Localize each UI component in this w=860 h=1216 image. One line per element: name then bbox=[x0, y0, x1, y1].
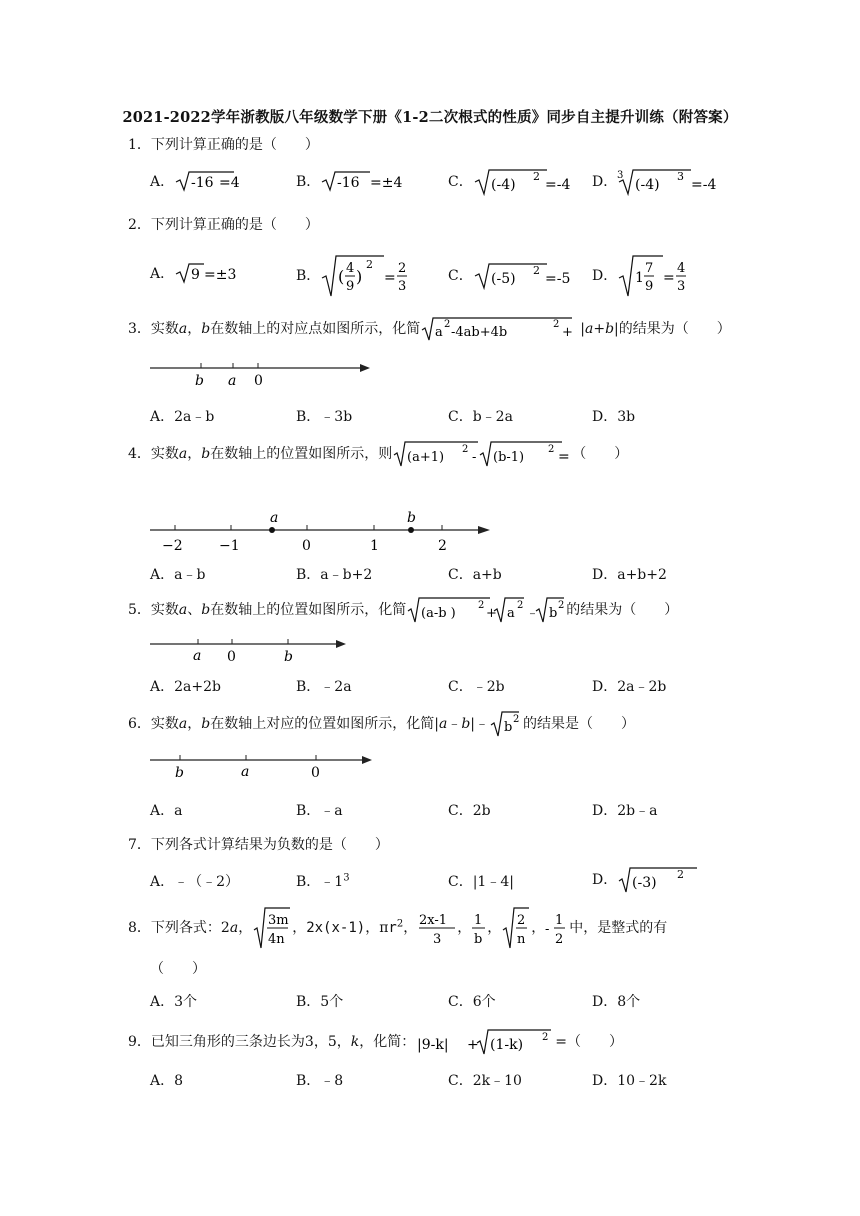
question-4-option-b: B．a﹣b+2 bbox=[296, 567, 373, 583]
question-3-option-c: C．b﹣2a bbox=[448, 409, 513, 425]
svg-text:4: 4 bbox=[677, 261, 686, 276]
svg-text:=-5: =-5 bbox=[544, 271, 571, 287]
svg-text:2: 2 bbox=[558, 600, 565, 611]
question-8-option-a: A．3个 bbox=[150, 994, 198, 1010]
svg-text:+: + bbox=[467, 1037, 479, 1053]
question-1-option-c: C． (-4) 2 =-4 bbox=[448, 170, 571, 193]
svg-text:2: 2 bbox=[517, 600, 524, 611]
svg-text:-4ab+4b: -4ab+4b bbox=[451, 325, 508, 340]
question-5-option-a: A．2a+2b bbox=[150, 679, 221, 695]
question-3-option-b: B．﹣3b bbox=[296, 409, 353, 425]
svg-text:2: 2 bbox=[532, 264, 540, 277]
axis-label: b bbox=[284, 649, 293, 665]
svg-text:-16: -16 bbox=[191, 175, 214, 191]
question-2-option-b: B． ( 4 9 ) 2 = 2 3 bbox=[296, 258, 407, 294]
question-9-option-a: A．8 bbox=[150, 1073, 184, 1089]
svg-text:3: 3 bbox=[677, 170, 685, 183]
svg-text:2x-1: 2x-1 bbox=[419, 913, 448, 928]
svg-text:2: 2 bbox=[444, 319, 451, 330]
svg-text:(-4): (-4) bbox=[490, 177, 516, 193]
svg-text:2: 2 bbox=[517, 913, 526, 928]
question-7-option-b: B．$﹣1^3$ bbox=[296, 872, 350, 890]
svg-text:2: 2 bbox=[553, 319, 560, 330]
svg-text:9: 9 bbox=[645, 279, 654, 294]
question-3-option-d: D．3b bbox=[592, 409, 636, 425]
svg-text:=±3: =±3 bbox=[204, 267, 237, 283]
svg-text:3: 3 bbox=[398, 279, 407, 294]
svg-text:): ) bbox=[356, 267, 363, 286]
svg-text:b: b bbox=[549, 606, 558, 621]
svg-text:=±4: =±4 bbox=[370, 175, 403, 191]
svg-text:2: 2 bbox=[513, 714, 520, 725]
question-6-stem: 6．实数a，b在数轴上对应的位置如图所示，化简|a﹣b|﹣ b 2 的结果是（ ） bbox=[128, 714, 636, 735]
axis-label: −1 bbox=[219, 538, 240, 554]
svg-text:(-4): (-4) bbox=[635, 177, 660, 193]
svg-text:b: b bbox=[504, 720, 513, 735]
axis-label: a bbox=[193, 648, 202, 664]
question-2-stem: 2．下列计算正确的是（ ） bbox=[128, 217, 319, 233]
svg-text:(-3): (-3) bbox=[632, 875, 657, 891]
svg-text:(1-k): (1-k) bbox=[490, 1037, 524, 1053]
axis-label: b bbox=[175, 765, 184, 781]
svg-text:2: 2 bbox=[462, 444, 469, 455]
axis-label: 2 bbox=[438, 538, 447, 554]
svg-text:b: b bbox=[474, 932, 483, 947]
question-8-option-d: D．8个 bbox=[592, 994, 641, 1010]
question-2-option-d: D． 1 7 9 = 4 3 bbox=[592, 254, 717, 298]
svg-text:9: 9 bbox=[191, 267, 201, 283]
svg-text:1: 1 bbox=[635, 270, 645, 286]
svg-text:2: 2 bbox=[677, 868, 685, 881]
axis-label: b bbox=[407, 510, 416, 526]
svg-text:3: 3 bbox=[617, 170, 624, 181]
question-1-option-a: A． -16 =4 bbox=[150, 174, 240, 191]
question-8-option-b: B．5个 bbox=[296, 994, 344, 1010]
axis-label: b bbox=[195, 373, 204, 389]
question-6-option-b: B．﹣a bbox=[296, 803, 343, 819]
svg-text:9: 9 bbox=[346, 279, 355, 294]
question-4-number-line bbox=[148, 508, 494, 556]
axis-label: 0 bbox=[254, 373, 263, 389]
svg-text:4: 4 bbox=[346, 261, 355, 276]
axis-label: a bbox=[270, 510, 279, 526]
svg-text:(: ( bbox=[338, 267, 345, 286]
axis-label: 0 bbox=[311, 765, 320, 781]
svg-text:=-4: =-4 bbox=[544, 177, 571, 193]
page-title: 2021-2022学年浙教版八年级数学下册《1-2二次根式的性质》同步自主提升训练（附答案） bbox=[122, 109, 738, 126]
svg-text:(a+1): (a+1) bbox=[407, 450, 445, 465]
svg-text:=-4: =-4 bbox=[691, 177, 717, 193]
svg-text:|9-k|: |9-k| bbox=[417, 1037, 449, 1053]
axis-label: 0 bbox=[302, 538, 311, 554]
question-8-stem: 8．下列各式：2a， 3m 4n ，2x(x-1)，$\pi r^2$， 2x-1 3 ， 1 b ， 2 n ， - 1 2 中，是整式的有 bbox=[128, 906, 667, 950]
question-9-option-d: D．10﹣2k bbox=[592, 1073, 667, 1089]
question-6-number-line bbox=[148, 752, 376, 784]
question-1-option-b: B． -16 =±4 bbox=[296, 174, 403, 191]
question-5-stem: 5．实数a、b在数轴上的位置如图所示，化简 (a-b ) 2 + a 2 ﹣ b 2 的结果为（ ） bbox=[128, 600, 679, 621]
svg-text:2: 2 bbox=[548, 444, 555, 455]
svg-text:﹣: ﹣ bbox=[526, 606, 540, 621]
question-7-option-a: A．﹣（﹣2） bbox=[150, 874, 240, 890]
question-2-option-a: A． 9 =±3 bbox=[150, 266, 237, 283]
svg-text:2: 2 bbox=[532, 170, 540, 183]
svg-text:+: + bbox=[562, 325, 574, 340]
axis-label: −2 bbox=[162, 538, 183, 554]
svg-text:(-5): (-5) bbox=[490, 271, 516, 287]
svg-text:a: a bbox=[435, 325, 444, 340]
svg-text:3: 3 bbox=[433, 932, 442, 947]
question-5-option-d: D．2a﹣2b bbox=[592, 679, 667, 695]
question-5-option-b: B．﹣2a bbox=[296, 679, 352, 695]
question-3-stem: 3．实数a，b在数轴上的对应点如图所示，化简 a 2 -4ab+4b 2 + |a+b|的结果为（ ） bbox=[128, 319, 731, 340]
svg-text:n: n bbox=[517, 932, 526, 947]
axis-label: a bbox=[241, 764, 250, 780]
question-4-option-c: C．a+b bbox=[448, 567, 502, 583]
svg-text:2: 2 bbox=[366, 258, 374, 271]
svg-text:2: 2 bbox=[555, 932, 564, 947]
svg-text:=: = bbox=[384, 270, 397, 286]
svg-text:-: - bbox=[545, 922, 550, 937]
question-6-option-c: C．2b bbox=[448, 803, 491, 819]
question-4-stem: 4．实数a，b在数轴上的位置如图所示，则 (a+1) 2 - (b-1) 2 = （ ） bbox=[128, 444, 629, 465]
svg-text:2: 2 bbox=[478, 600, 485, 611]
question-4-option-a: A．a﹣b bbox=[150, 567, 206, 583]
question-6-option-a: A．a bbox=[150, 803, 183, 819]
question-5-option-c: C．﹣2b bbox=[448, 679, 505, 695]
question-4-option-d: D．a+b+2 bbox=[592, 567, 667, 583]
question-9-option-c: C．2k﹣10 bbox=[448, 1073, 522, 1089]
svg-text:3: 3 bbox=[677, 279, 686, 294]
question-9-option-b: B．﹣8 bbox=[296, 1073, 344, 1089]
svg-text:2: 2 bbox=[542, 1032, 549, 1043]
question-5-number-line bbox=[148, 636, 350, 668]
question-9-stem: 9．已知三角形的三条边长为3，5，k，化简： |9-k| + (1-k) 2 =（ ） bbox=[128, 1032, 623, 1053]
question-3-number-line bbox=[148, 358, 374, 392]
svg-text:=4: =4 bbox=[219, 175, 240, 191]
svg-text:1: 1 bbox=[555, 913, 564, 928]
svg-text:(a-b ): (a-b ) bbox=[421, 606, 456, 621]
svg-text:-16: -16 bbox=[337, 175, 360, 191]
question-2-option-c: C． (-5) 2 =-5 bbox=[448, 264, 571, 287]
question-3-option-a: A．2a﹣b bbox=[150, 409, 215, 425]
axis-label: a bbox=[228, 373, 237, 389]
question-1-stem: 1．下列计算正确的是（ ） bbox=[128, 137, 319, 153]
svg-text:+: + bbox=[486, 606, 498, 621]
axis-label: 1 bbox=[370, 538, 379, 554]
svg-text:1: 1 bbox=[474, 913, 483, 928]
svg-text:-: - bbox=[472, 450, 477, 465]
svg-text:3m: 3m bbox=[268, 913, 289, 928]
svg-text:4n: 4n bbox=[268, 932, 285, 947]
svg-text:=: = bbox=[663, 270, 675, 286]
svg-text:2: 2 bbox=[398, 261, 407, 276]
axis-label: 0 bbox=[227, 649, 236, 665]
svg-text:=: = bbox=[558, 449, 570, 465]
question-6-option-d: D．2b﹣a bbox=[592, 803, 658, 819]
svg-text:(b-1): (b-1) bbox=[493, 450, 525, 465]
question-1-option-d: D． 3 (-4) 3 =-4 bbox=[592, 170, 717, 193]
svg-text:a: a bbox=[507, 606, 516, 621]
question-7-stem: 7．下列各式计算结果为负数的是（ ） bbox=[128, 837, 389, 853]
question-7-option-c: C．|1﹣4| bbox=[448, 874, 514, 890]
question-8-stem-cont: （ ） bbox=[150, 961, 206, 977]
question-8-option-c: C．6个 bbox=[448, 994, 496, 1010]
question-7-option-d: D． (-3) 2 bbox=[592, 866, 707, 894]
svg-text:7: 7 bbox=[645, 261, 654, 276]
